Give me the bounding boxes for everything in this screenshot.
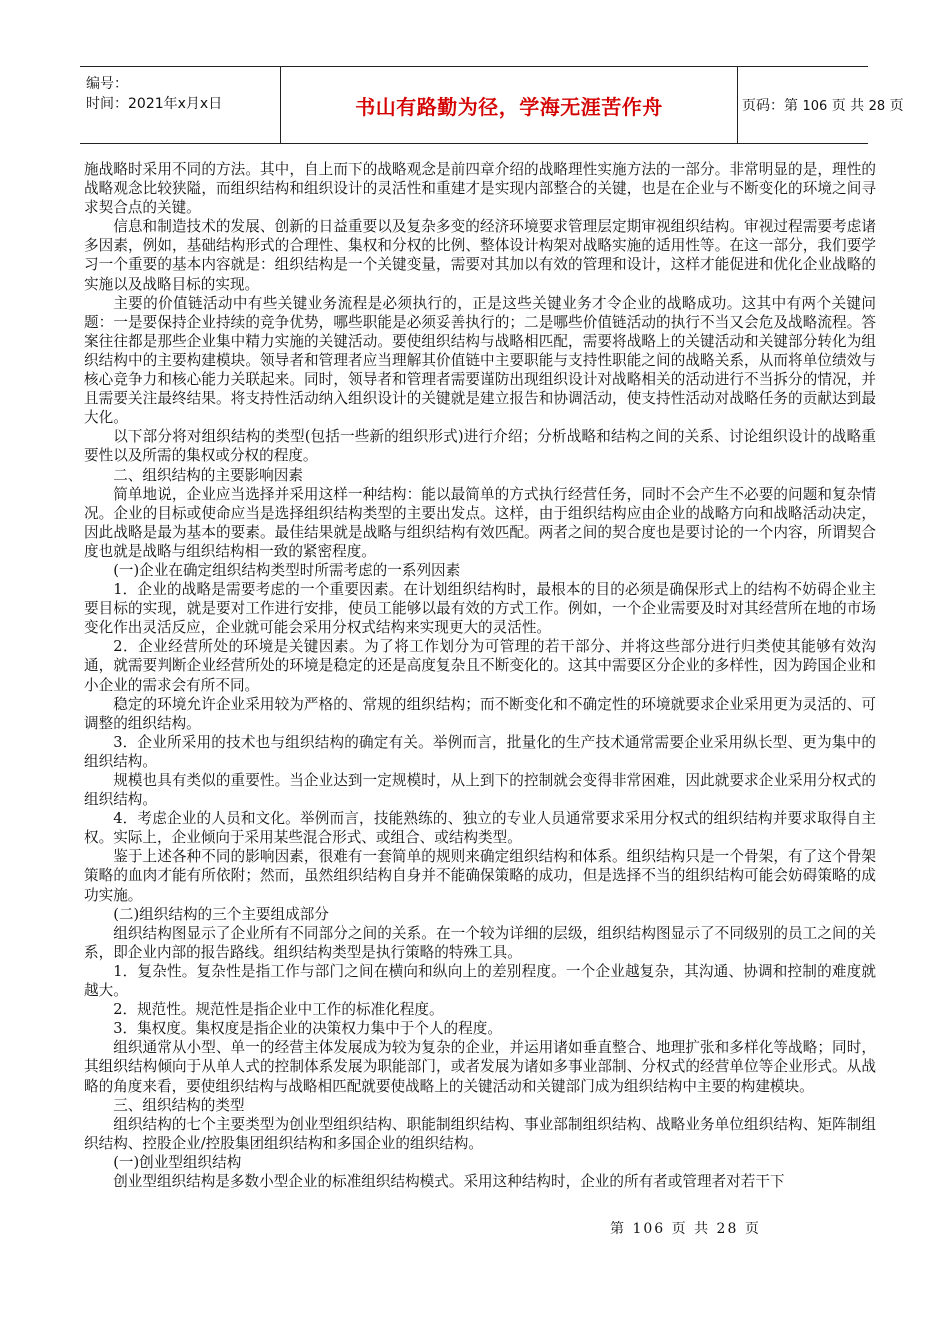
body-paragraph: 1．企业的战略是需要考虑的一个重要因素。在计划组织结构时，最根本的目的必须是确保形式上的结构不妨碍企业主要目标的实现，就是要对工作进行安排，使员工能够以最有效的方式工作。例如，一个企业需要及时对其经营所在地的市场变化作出灵活反应，企业就可能会采用分权式结构来实现更大的灵活性。 bbox=[84, 581, 876, 637]
document-number-label: 编号： bbox=[86, 76, 128, 92]
page-current: 106 bbox=[802, 99, 828, 114]
footer-prefix: 第 bbox=[610, 1221, 626, 1237]
section-heading: 三、组织结构的类型 bbox=[113, 1096, 245, 1114]
body-paragraph: 稳定的环境允许企业采用较为严格的、常规的组织结构；而不断变化和不确定性的环境就要求企业采用更为灵活的、可调整的组织结构。 bbox=[84, 695, 876, 732]
body-paragraph: 组织结构的七个主要类型为创业型组织结构、职能制组织结构、事业部制组织结构、战略业务单位组织结构、矩阵制组织结构、控股企业/控股集团组织结构和多国企业的组织结构。 bbox=[84, 1115, 876, 1152]
document-date-label: 时间：2021年x月x日 bbox=[86, 96, 223, 112]
body-paragraph: 施战略时采用不同的方法。其中，自上而下的战略观念是前四章介绍的战略理性实施方法的一部分。非常明显的是，理性的战略观念比较狭隘，而组织结构和组织设计的灵活性和重建才是实现内部整合的关键，也是在企业与不断变化的环境之间寻求契合点的关键。 bbox=[84, 161, 876, 217]
header-page-number bbox=[742, 95, 904, 115]
body-paragraph: 2．企业经营所处的环境是关键因素。为了将工作划分为可管理的若干部分、并将这些部分进行归类使其能够有效沟通，就需要判断企业经营所处的环境是稳定的还是高度复杂且不断变化的。这其中需要区分企业的多样性，因为跨国企业和小企业的需求会有所不同。 bbox=[84, 638, 876, 694]
section-heading: (一)企业在确定组织结构类型时所需考虑的一系列因素 bbox=[113, 561, 461, 579]
footer-mid: 页 共 bbox=[671, 1221, 711, 1237]
page-footer bbox=[610, 1218, 761, 1238]
body-paragraph: 组织结构图显示了企业所有不同部分之间的关系。在一个较为详细的层级，组织结构图显示了不同级别的员工之间的关系，即企业内部的报告路线。组织结构类型是执行策略的特殊工具。 bbox=[84, 924, 876, 961]
document-body bbox=[84, 160, 876, 1191]
body-paragraph: 3．企业所采用的技术也与组织结构的确定有关。举例而言，批量化的生产技术通常需要企业采用纵长型、更为集中的组织结构。 bbox=[84, 733, 876, 770]
body-paragraph: 4．考虑企业的人员和文化。举例而言，技能熟练的、独立的专业人员通常要求采用分权式的组织结构并要求取得自主权。实际上，企业倾向于采用某些混合形式、或组合、或结构类型。 bbox=[84, 810, 876, 847]
body-paragraph: 鉴于上述各种不同的影响因素，很难有一套简单的规则来确定组织结构和体系。组织结构只是一个骨架，有了这个骨架策略的血肉才能有所依附；然而，虽然组织结构自身并不能确保策略的成功，但是选择不当的组织结构可能会妨碍策略的成功实施。 bbox=[84, 848, 876, 904]
body-paragraph: 以下部分将对组织结构的类型(包括一些新的组织形式)进行介绍；分析战略和结构之间的关系、讨论组织设计的战略重要性以及所需的集权或分权的程度。 bbox=[84, 428, 876, 465]
page-label-prefix: 页码：第 bbox=[742, 98, 798, 114]
page-label-suffix: 页 bbox=[889, 98, 904, 114]
header-page-cell bbox=[736, 67, 904, 143]
section-heading: (一)创业型组织结构 bbox=[113, 1153, 242, 1171]
body-paragraph: 规模也具有类似的重要性。当企业达到一定规模时，从上到下的控制就会变得非常困难，因此就要求企业采用分权式的组织结构。 bbox=[84, 772, 876, 809]
header-motto: 书山有路勤为径，学海无涯苦作舟 bbox=[355, 95, 663, 119]
body-paragraph: 1．复杂性。复杂性是指工作与部门之间在横向和纵向上的差别程度。一个企业越复杂，其沟通、协调和控制的难度就越大。 bbox=[84, 962, 876, 1000]
body-paragraph: 2．规范性。规范性是指企业中工作的标准化程度。 bbox=[113, 1001, 444, 1019]
body-paragraph: 3．集权度。集权度是指企业的决策权力集中于个人的程度。 bbox=[113, 1020, 502, 1038]
header-motto-cell bbox=[280, 67, 738, 143]
footer-total: 28 bbox=[716, 1221, 739, 1237]
page-header bbox=[80, 66, 904, 144]
body-paragraph: 组织通常从小型、单一的经营主体发展成为较为复杂的企业，并运用诸如垂直整合、地理扩张和多样化等战略；同时，其组织结构倾向于从单人式的控制体系发展为职能部门，或者发展为诸如多事业部制、分权式的经营单位等企业形式。从战略的角度来看，要使组织结构与战略相匹配就要使战略上的关键活动和关键部门成为组织结构中主要的构建模块。 bbox=[84, 1039, 876, 1095]
body-paragraph: 创业型组织结构是多数小型企业的标准组织结构模式。采用这种结构时，企业的所有者或管理者对若干下 bbox=[113, 1172, 785, 1190]
section-heading: (二)组织结构的三个主要组成部分 bbox=[113, 905, 329, 923]
body-paragraph: 简单地说，企业应当选择并采用这样一种结构：能以最简单的方式执行经营任务，同时不会产生不必要的问题和复杂情况。企业的目标或使命应当是选择组织结构类型的主要出发点。这样，由于组织结构应由企业的战略方向和战略活动决定，因此战略是最为基本的要素。最佳结果就是战略与组织结构有效匹配。两者之间的契合度也是要讨论的一个内容，所谓契合度也就是战略与组织结构相一致的紧密程度。 bbox=[84, 485, 876, 560]
body-paragraph: 主要的价值链活动中有些关键业务流程是必须执行的，正是这些关键业务才令企业的战略成功。这其中有两个关键问题：一是要保持企业持续的竞争优势，哪些职能是必须妥善执行的；二是哪些价值链活动的执行不当又会危及战略流程。答案往往都是那些企业集中精力实施的关键活动。要使组织结构与战略相匹配，需要将战略上的关键活动和关键部分转化为组织结构中的主要构建模块。领导者和管理者应当理解其价值链中主要职能与支持性职能之间的战略关系，从而将单位绩效与核心竞争力和核心能力关联起来。同时，领导者和管理者需要谨防出现组织设计对战略相关的活动进行不当拆分的情况，并且需要关注最终结果。将支持性活动纳入组织设计的关键就是建立报告和协调活动，使支持性活动对战略任务的贡献达到最大化。 bbox=[84, 294, 876, 427]
body-paragraph: 信息和制造技术的发展、创新的日益重要以及复杂多变的经济环境要求管理层定期审视组织结构。审视过程需要考虑诸多因素，例如，基础结构形式的合理性、集权和分权的比例、整体设计构架对战略实施的适用性等。在这一部分，我们要学习一个重要的基本内容就是：组织结构是一个关键变量，需要对其加以有效的管理和设计，这样才能促进和优化企业战略的实施以及战略目标的实现。 bbox=[84, 218, 876, 293]
page-label-mid: 页 共 bbox=[831, 98, 865, 114]
header-meta bbox=[80, 67, 280, 143]
section-heading: 二、组织结构的主要影响因素 bbox=[113, 466, 303, 484]
footer-current: 106 bbox=[632, 1221, 666, 1237]
footer-suffix: 页 bbox=[744, 1221, 761, 1237]
page-total: 28 bbox=[868, 99, 886, 114]
